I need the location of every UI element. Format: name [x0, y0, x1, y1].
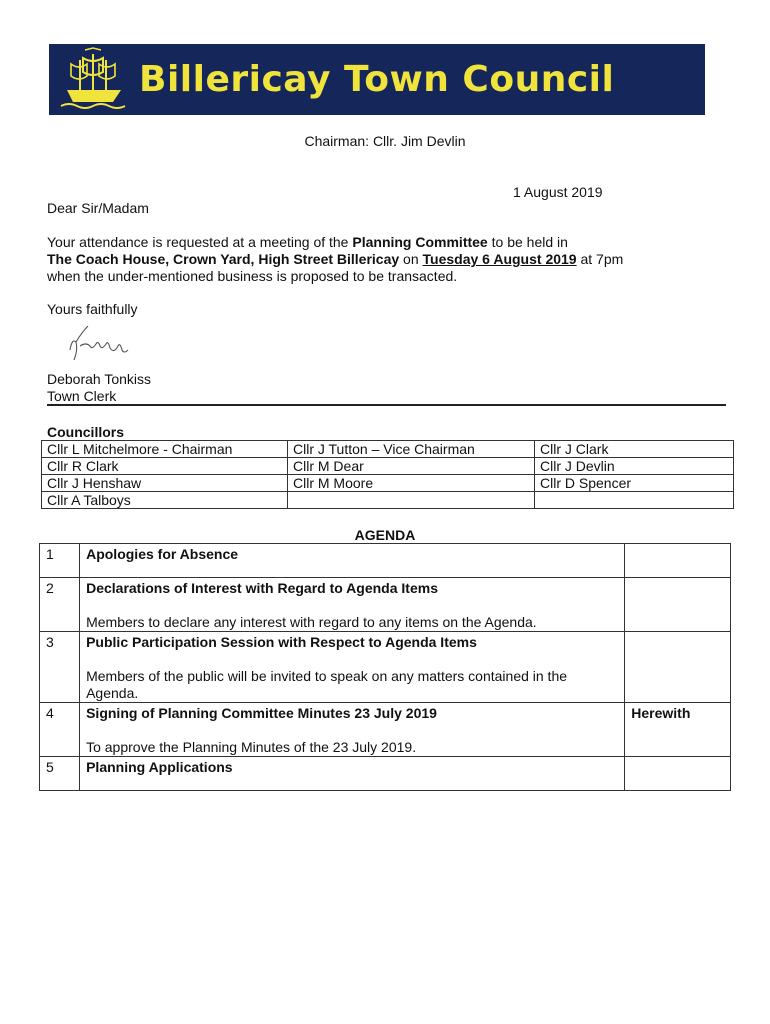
agenda-item-number: 1 — [40, 544, 80, 578]
body-line-3: when the under-mentioned business is proposed to be transacted. — [47, 268, 458, 284]
councillors-heading: Councillors — [47, 424, 125, 440]
table-cell: Cllr J Tutton – Vice Chairman — [288, 441, 535, 458]
table-cell: Cllr A Talboys — [42, 492, 288, 509]
agenda-item-heading: Apologies for Absence — [86, 546, 239, 562]
signature-icon — [66, 320, 136, 366]
agenda-item-heading: Declarations of Interest with Regard to Agenda Items — [86, 580, 438, 596]
agenda-item — [40, 757, 731, 791]
body-text: at 7pm — [576, 251, 624, 267]
table-cell: Cllr J Henshaw — [42, 475, 288, 492]
salutation: Dear Sir/Madam — [47, 200, 149, 216]
agenda-item — [40, 703, 731, 757]
agenda-item-body — [80, 703, 625, 757]
agenda-item-body — [80, 757, 625, 791]
signatory-name: Deborah Tonkiss — [47, 371, 152, 387]
agenda-item-body — [80, 578, 625, 632]
body-text: to be held in — [487, 234, 568, 250]
committee-name: Planning Committee — [352, 234, 488, 250]
agenda-title: AGENDA — [354, 527, 416, 543]
agenda-item-body — [80, 632, 625, 703]
divider — [47, 404, 726, 406]
table-cell — [288, 492, 535, 509]
agenda-item-number: 3 — [40, 632, 80, 703]
agenda-item-body — [80, 544, 625, 578]
table-cell: Cllr J Clark — [535, 441, 734, 458]
agenda-item-description: Members of the public will be invited to speak on any matters contained in the Agenda. — [86, 668, 568, 701]
councillors-table — [41, 440, 734, 509]
closing: Yours faithfully — [47, 301, 138, 317]
agenda-item-note: Herewith — [625, 703, 731, 757]
agenda-item-number: 4 — [40, 703, 80, 757]
agenda-item-note — [625, 632, 731, 703]
agenda-item-note — [625, 757, 731, 791]
body-text: on — [399, 251, 423, 267]
table-cell: Cllr J Devlin — [535, 458, 734, 475]
table-cell: Cllr D Spencer — [535, 475, 734, 492]
table-cell: Cllr L Mitchelmore - Chairman — [42, 441, 288, 458]
council-banner — [49, 44, 705, 115]
table-row — [42, 492, 734, 509]
table-cell: Cllr R Clark — [42, 458, 288, 475]
table-row — [42, 475, 734, 492]
agenda-item-description: Members to declare any interest with regard to any items on the Agenda. — [86, 614, 537, 630]
venue: The Coach House, Crown Yard, High Street Billericay — [47, 251, 400, 267]
agenda-item-number: 5 — [40, 757, 80, 791]
agenda-item — [40, 632, 731, 703]
agenda-item — [40, 578, 731, 632]
agenda-item-heading: Planning Applications — [86, 759, 233, 775]
signatory-role: Town Clerk — [47, 388, 117, 404]
agenda-item-number: 2 — [40, 578, 80, 632]
table-cell — [535, 492, 734, 509]
body-line-2 — [47, 251, 623, 268]
body-line-1 — [47, 234, 568, 251]
letter-date: 1 August 2019 — [513, 184, 603, 200]
chairman-line: Chairman: Cllr. Jim Devlin — [304, 133, 466, 149]
meeting-date: Tuesday 6 August 2019 — [422, 251, 577, 267]
agenda-item — [40, 544, 731, 578]
agenda-table — [39, 543, 731, 791]
body-text: Your attendance is requested at a meeting of the — [47, 234, 353, 250]
agenda-item-description: To approve the Planning Minutes of the 23 July 2019. — [86, 739, 417, 755]
agenda-item-heading: Signing of Planning Committee Minutes 23 July 2019 — [86, 705, 437, 721]
agenda-item-heading: Public Participation Session with Respect to Agenda Items — [86, 634, 477, 650]
agenda-item-note — [625, 578, 731, 632]
table-cell: Cllr M Moore — [288, 475, 535, 492]
ship-logo-icon — [55, 44, 133, 115]
agenda-item-note — [625, 544, 731, 578]
council-name: Billericay Town Council — [139, 59, 615, 100]
table-cell: Cllr M Dear — [288, 458, 535, 475]
table-row — [42, 441, 734, 458]
table-row — [42, 458, 734, 475]
